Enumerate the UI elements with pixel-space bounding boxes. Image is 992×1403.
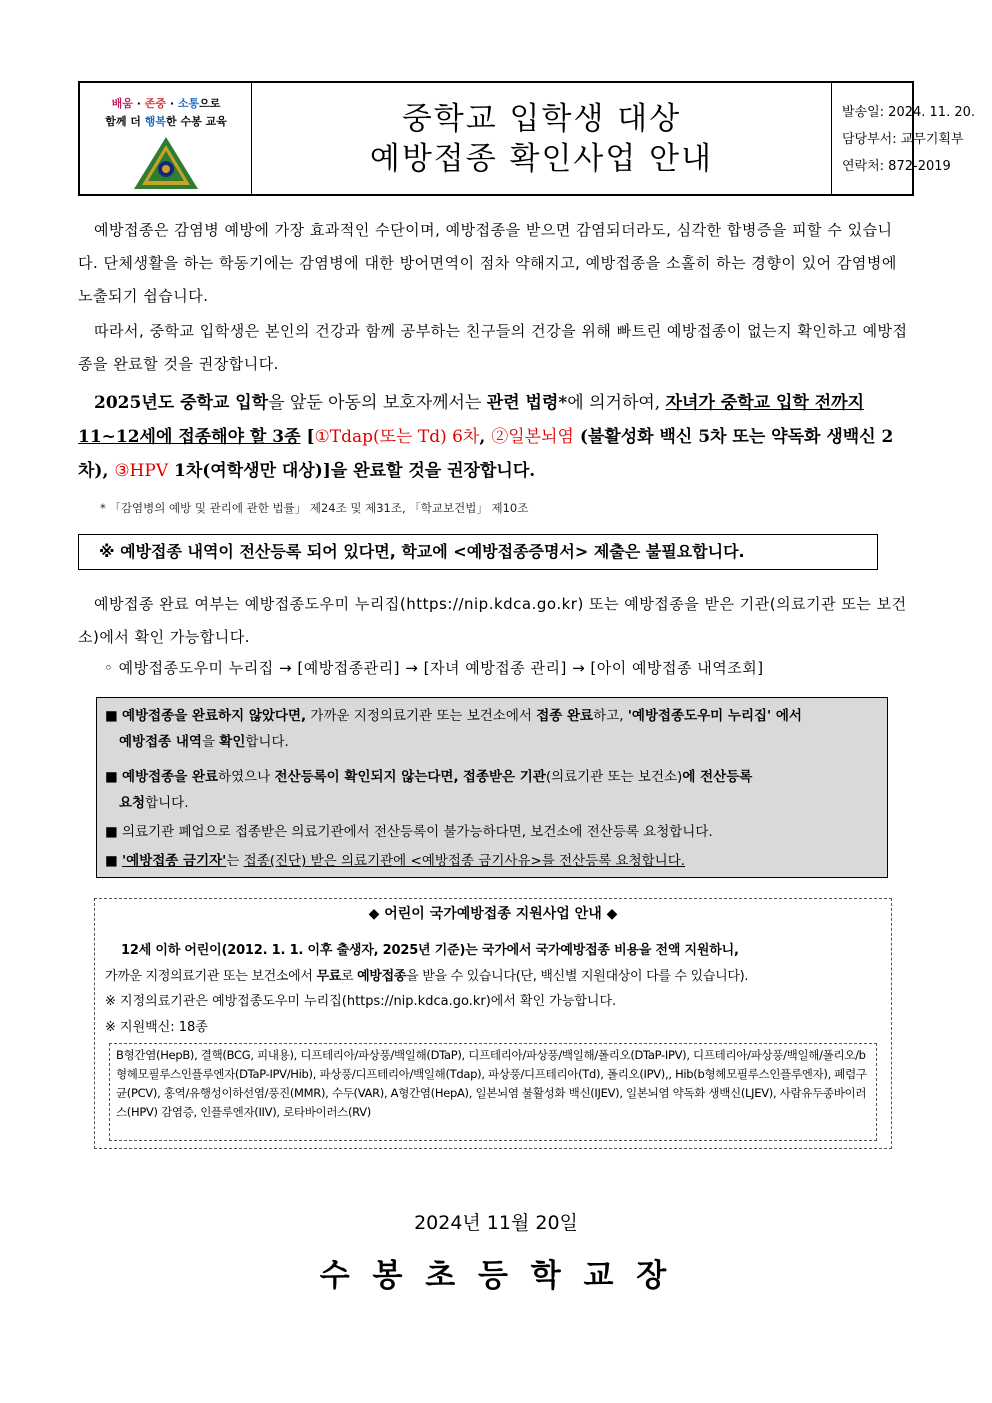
document-title: [252, 83, 832, 194]
navigation-path: ◦ 예방접종도우미 누리집 → [예방접종관리] → [자녀 예방접종 관리] → [아이 예방접종 내역조회]: [104, 659, 764, 677]
title-line1: 중학교 입학생 대상: [401, 100, 682, 137]
guide-item-contraindication: ■ '예방접종 금기자'는 접종(진단) 받은 의료기관에 <예방접종 금기사유>를 전산등록 요청합니다.: [105, 853, 686, 869]
support-title: ◆ 어린이 국가예방접종 지원사업 안내 ◆: [368, 906, 618, 922]
slogan-line1: 배움 · 존중 · 소통으로: [111, 97, 221, 110]
footer-date: 2024년 11월 20일: [414, 1212, 578, 1234]
school-logo-cell: [80, 83, 252, 194]
slogan-line2: 함께 더 행복한 수봉 교육: [105, 115, 227, 128]
department: 담당부서: 교무기획부: [842, 132, 964, 147]
action-guide-box: [96, 697, 888, 878]
guide-item-not-registered: ■ 예방접종을 완료하였으나 전산등록이 확인되지 않는다면, 접종받은 기관(의료기관 또는 보건소)에 전산등록 요청합니다.: [105, 769, 753, 811]
national-vaccination-support-box: [94, 898, 892, 1149]
support-line3: ※ 지정의료기관은 예방접종도우미 누리집(https://nip.kdca.go.kr)에서 확인 가능합니다.: [105, 994, 617, 1009]
support-line2: 가까운 지정의료기관 또는 보건소에서 무료로 예방접종을 받을 수 있습니다(단, 백신별 지원대상이 다를 수 있습니다).: [105, 969, 749, 984]
principal-signature: 수 봉 초 등 학 교 장: [319, 1258, 673, 1294]
paragraph-check-info: 예방접종 완료 여부는 예방접종도우미 누리집(https://nip.kdca.go.kr) 또는 예방접종을 받은 기관(의료기관 또는 보건소)에서 확인 가능합니다.: [78, 595, 907, 646]
issue-date: 발송일: 2024. 11. 20.: [842, 105, 976, 120]
paragraph-required-vaccines: 2025년도 중학교 입학을 앞둔 아동의 보호자께서는 관련 법령*에 의거하여, 자녀가 중학교 입학 전까지 11~12세에 접종해야 할 3종 [①Tdap(또는 Td) 6차, ②일본뇌염 (불활성화 백신 5차 또는 약독화 생백신 2차), ③HPV 1차(여학생만 대상)]을 완료할 것을 권장합니다.: [78, 393, 894, 481]
notice-box: ※ 예방접종 내역이 전산등록 되어 있다면, 학교에 <예방접종증명서> 제출은 불필요합니다.: [78, 534, 878, 570]
law-footnote: * 「감염병의 예방 및 관리에 관한 법률」 제24조 및 제31조, 「학교보건법」 제10조: [100, 501, 529, 515]
school-emblem-icon: [132, 135, 200, 191]
vaccine-list: B형간염(HepB), 결핵(BCG, 피내용), 디프테리아/파상풍/백일해(DTaP), 디프테리아/파상풍/백일해/폴리오(DTaP-IPV), 디프테리아/파상풍/백일해/폴리오/b형헤모필루스인플루엔자(DTaP-IPV/Hib), 파상풍/디프테리아/백일해(Tdap), 파상풍/디프테리아(Td), 폴리오(IPV),, Hib(b형헤모필루스인플루엔자), 폐렴구균(PCV), 홍역/유행성이하선염/풍진(MMR), 수두(VAR), A형간염(HepA), 일본뇌염 불활성화 백신(IJEV), 일본뇌염 약독화 생백신(LJEV), 사람유두종바이러스(HPV) 감염증, 인플루엔자(IIV), 로타바이러스(RV): [109, 1043, 877, 1141]
header-box: [78, 81, 976, 196]
issue-info: [832, 83, 992, 194]
support-line4: ※ 지원백신: 18종: [105, 1020, 208, 1035]
guide-item-closed-clinic: ■ 의료기관 폐업으로 접종받은 의료기관에서 전산등록이 불가능하다면, 보건소에 전산등록 요청합니다.: [105, 824, 713, 840]
paragraph-recommend: 따라서, 중학교 입학생은 본인의 건강과 함께 공부하는 친구들의 건강을 위해 빠트린 예방접종이 없는지 확인하고 예방접종을 완료할 것을 권장합니다.: [78, 322, 908, 373]
support-line1: 12세 이하 어린이(2012. 1. 1. 이후 출생자, 2025년 기준)는 국가에서 국가예방접종 비용을 전액 지원하니,: [121, 943, 739, 958]
guide-item-incomplete: ■ 예방접종을 완료하지 않았다면, 가까운 지정의료기관 또는 보건소에서 접종 완료하고, '예방접종도우미 누리집' 에서 예방접종 내역을 확인합니다.: [105, 708, 802, 750]
paragraph-intro: 예방접종은 감염병 예방에 가장 효과적인 수단이며, 예방접종을 받으면 감염되더라도, 심각한 합병증을 피할 수 있습니다. 단체생활을 하는 학동기에는 감염병에 대한 방어면역이 점차 약해지고, 예방접종을 소홀히 하는 경향이 있어 감염병에 노출되기 쉽습니다.: [78, 221, 897, 305]
title-line2: 예방접종 확인사업 안내: [369, 140, 714, 177]
contact-phone: 연락처: 872-2019: [842, 159, 951, 174]
